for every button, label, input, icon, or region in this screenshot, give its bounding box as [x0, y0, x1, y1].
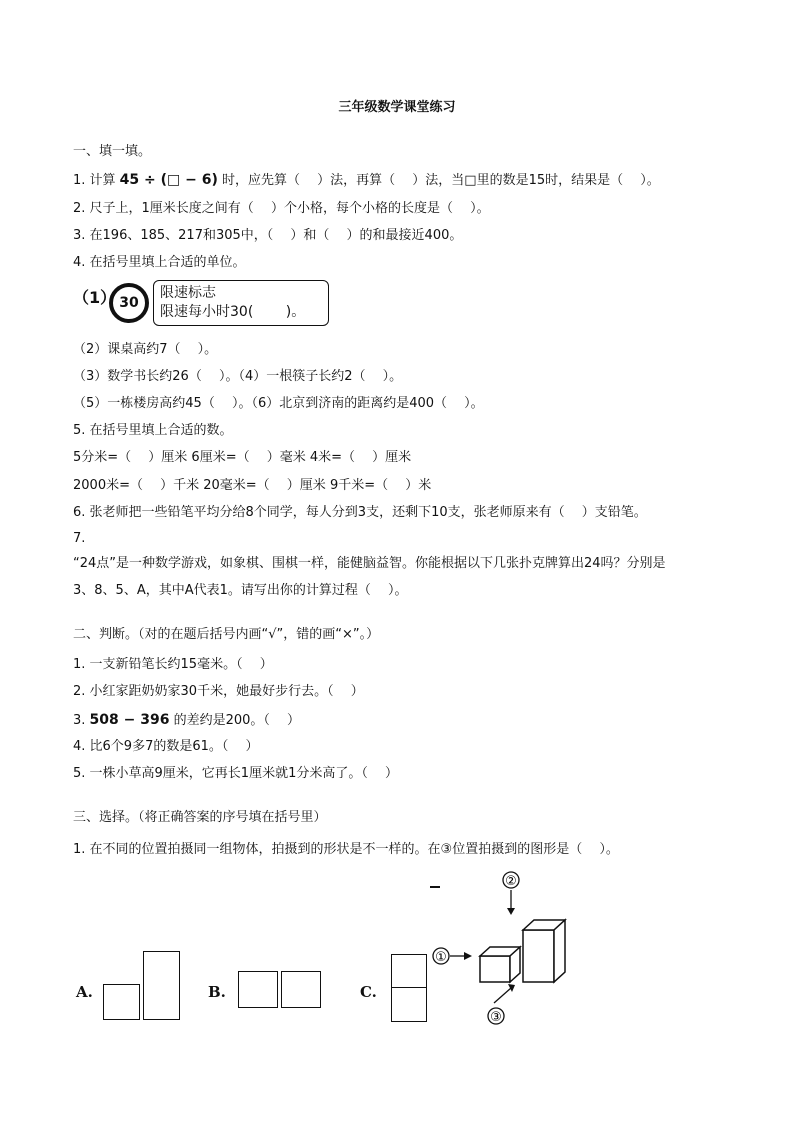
option-c-square-top — [391, 954, 427, 989]
judge-4: 4. 比6个9多7的数是61。（ ） — [73, 739, 259, 754]
question-1-prefix: 1. 计算 — [73, 173, 120, 188]
option-a-label: A. — [76, 983, 93, 1001]
speed-limit-line2: 限速每小时30( )。 — [160, 304, 306, 320]
option-c-label: C. — [360, 983, 377, 1001]
position-2-label: ② — [505, 874, 517, 889]
speed-limit-circle-icon — [109, 283, 149, 323]
option-a-tall-rect — [143, 951, 180, 1020]
question-1-expression: 45 ÷ (□ − 6) — [119, 172, 218, 188]
tall-box-front — [523, 930, 554, 982]
question-6: 6. 张老师把一些铅笔平均分给8个同学，每人分到3支，还剩下10支，张老师原来有（ ）支铅笔。 — [73, 505, 647, 520]
option-b-square-left — [238, 971, 278, 1008]
judge-2: 2. 小红家距奶奶家30千米，她最好步行去。（ ） — [73, 684, 364, 699]
judge-3-prefix: 3. — [73, 713, 90, 728]
question-5-row1: 5分米=（ ）厘米 6厘米=（ ）毫米 4米=（ ）厘米 — [73, 450, 412, 465]
question-3: 3. 在196、185、217和305中，（ ）和（ ）的和最接近400。 — [73, 228, 463, 243]
section3-heading: 三、选择。（将正确答案的序号填在括号里） — [73, 810, 327, 825]
question-2: 2. 尺子上，1厘米长度之间有（ ）个小格，每个小格的长度是（ ）。 — [73, 201, 490, 216]
question-5-row2: 2000米=（ ）千米 20毫米=（ ）厘米 9千米=（ ）米 — [73, 478, 432, 493]
arrow-1-head-icon — [464, 952, 472, 960]
section2-heading: 二、判断。（对的在题后括号内画“√”，错的画“×”。） — [73, 627, 380, 642]
question-7-line2: 3、8、5、A，其中A代表1。请写出你的计算过程（ ）。 — [73, 583, 408, 598]
judge-5: 5. 一株小草高9厘米，它再长1厘米就1分米高了。（ ） — [73, 766, 398, 781]
question-4-2: （2）课桌高约7（ ）。 — [73, 342, 218, 357]
question-4-5-6: （5）一栋楼房高约45（ ）。（6）北京到济南的距离约是400（ ）。 — [73, 396, 484, 411]
arrow-3-line — [494, 988, 511, 1003]
question-7-line1: “24点”是一种数学游戏，如象棋、围棋一样，能健脑益智。你能根据以下几张扑克牌算出24吗？分别是 — [73, 556, 666, 571]
section1-heading: 一、填一填。 — [73, 144, 152, 159]
speed-limit-line1: 限速标志 — [160, 285, 216, 301]
question-5: 5. 在括号里填上合适的数。 — [73, 423, 233, 438]
arrow-3-head-icon — [508, 984, 515, 992]
tall-box-side — [554, 920, 565, 982]
question-7-number: 7. — [73, 531, 86, 546]
page-title: 三年级数学课堂练习 — [338, 100, 456, 115]
question-1 — [73, 172, 660, 189]
position-3-label: ③ — [490, 1010, 502, 1025]
question-4-3-4: （3）数学书长约26（ ）。（4）一根筷子长约2（ ）。 — [73, 369, 403, 384]
position-1-label: ① — [435, 950, 447, 965]
small-cube-front — [480, 956, 510, 982]
speed-limit-text-box — [153, 280, 329, 326]
question-4: 4. 在括号里填上合适的单位。 — [73, 255, 246, 270]
sign-number-label: （1） — [73, 288, 117, 307]
judge-3-suffix: 的差约是200。（ ） — [169, 713, 301, 728]
question-1-suffix: 时，应先算（ ）法，再算（ ）法，当□里的数是15时，结果是（ ）。 — [217, 173, 660, 188]
camera-position-figure — [424, 870, 584, 1030]
judge-3-expression: 508 − 396 — [89, 712, 170, 728]
choice-1: 1. 在不同的位置拍摄同一组物体，拍摄到的形状是不一样的。在③位置拍摄到的图形是（ ）。 — [73, 842, 619, 857]
speed-limit-value: 30 — [119, 295, 139, 311]
speed-limit-sign-figure — [73, 280, 343, 330]
judge-1: 1. 一支新铅笔长约15毫米。（ ） — [73, 657, 273, 672]
option-b-label: B. — [208, 983, 226, 1001]
judge-3 — [73, 712, 300, 729]
arrow-2-head-icon — [507, 908, 515, 915]
option-a-small-square — [103, 984, 140, 1020]
option-c-square-bottom — [391, 987, 427, 1022]
option-b-square-right — [281, 971, 321, 1008]
